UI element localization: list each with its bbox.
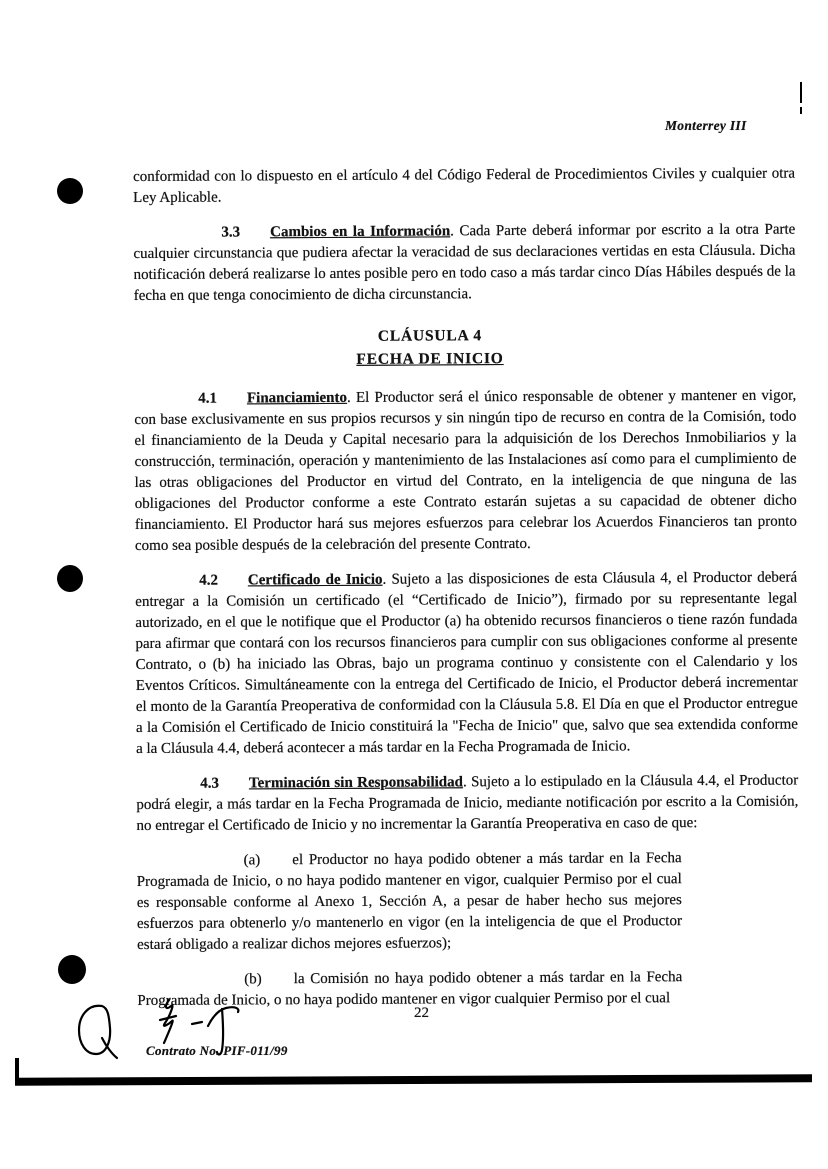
document-reference: Monterrey III xyxy=(665,118,747,133)
subclause-label: (a) xyxy=(243,852,261,869)
subclause-text: el Productor no haya podido obtener a más tardar en la Fecha Programada de Inicio, o no haya podido mantener en vigor, cualquier Permiso por el cual es responsable conforme al Anexo 1, Sección A, a pesar de haber hecho sus mejores esfuerzos para obtenerlo y/o mantenerlo en vigor (en la inteligencia de que el Productor estará obligado a realizar dichos mejores esfuerzos); xyxy=(136,850,682,953)
clause-text: . Sujeto a las disposiciones de esta Cláusula 4, el Productor deberá entregar a la Comisión un certificado (el “Certificado de Inicio”), firmado por su representante legal autorizado, en el que le notifique que el Productor (a) ha obtenido recursos financieros o tiene razón fundada para afirmar que contará con los recursos financieros para cumplir con sus obligaciones conforme al presente Contrato, o (b) ha iniciado las Obras, bajo un programa continuo y consistente con el Calendario y los Eventos Críticos. Simultáneamente con la entrega del Certificado de Inicio, el Productor deberá incrementar el monto de la Garantía Preoperativa de conformidad con la Cláusula 5.8. El Día en que el Productor entregue a la Comisión el Certificado de Inicio constituirá la "Fecha de Inicio" que, salvo que sea extendida conforme a la Cláusula 4.4, deberá acontecer a más tardar en la Fecha Programada de Inicio. xyxy=(135,569,798,757)
signature-squiggle xyxy=(164,1000,173,1043)
clause-title: Cambios en la Información xyxy=(270,223,451,241)
punch-hole xyxy=(57,178,83,204)
clause-4-2 xyxy=(135,568,798,760)
clause-3-3 xyxy=(133,220,795,307)
signature-dash xyxy=(192,1022,202,1024)
clause-number: 4.3 xyxy=(200,775,220,792)
signature-loop xyxy=(79,1006,110,1054)
clause-title: Certificado de Inicio xyxy=(247,571,383,589)
clause-text: . Cada Parte deberá informar por escrito a la otra Parte cualquier circunstancia que pudiera afectar la veracidad de sus declaraciones vertidas en esta Cláusula. Dicha notificación deberá realizarse lo antes posible pero en todo caso a más tardar cinco Días Hábiles después de la fecha en que tenga conocimiento de dicha circunstancia. xyxy=(133,221,796,304)
scan-artifact-tick xyxy=(800,82,802,103)
clause-number: 4.1 xyxy=(198,390,218,407)
punch-hole xyxy=(57,565,83,592)
paragraph-text: conformidad con lo dispuesto en el artículo 4 del Código Federal de Procedimientos Civiles y cualquier otra Ley Aplicable. xyxy=(133,165,796,206)
clause-text: . Sujeto a lo estipulado en la Cláusula 4.4, el Productor podrá elegir, a más tardar en la Fecha Programada de Inicio, mediante notificación por escrito a la Comisión, no entregar el Certificado de Inicio y no incrementar la Garantía Preoperativa en caso de que: xyxy=(136,772,799,834)
subclause-text: la Comisión no haya podido obtener a más tardar en la Fecha Programada de Inicio, o no haya podido mantener en vigor cualquier Permiso por el cual xyxy=(137,969,683,1009)
paragraph-continuation xyxy=(133,164,795,209)
contract-number: Contrato No. PIF-011/99 xyxy=(146,1043,288,1058)
clause-4-subheading: FECHA DE INICIO xyxy=(356,350,504,368)
scan-edge-tick xyxy=(15,1058,19,1078)
clause-4-1 xyxy=(134,386,797,557)
clause-text: . El Productor será el único responsable de obtener y mantener en vigor, con base exclusivamente en sus propios recursos y sin ningún tipo de recurso en contra de la Comisión, todo el financiamiento de la Deuda y Capital necesario para la adquisición de los Derechos Inmobiliarios y la construcción, terminación, operación y mantenimiento de las Instalaciones así como para el cumplimiento de las otras obligaciones del Productor en virtud del Contrato, en la inteligencia de que ninguna de las obligaciones del Productor conforme a este Contrato estarán sujetas a su capacidad de obtener dicho financiamiento. El Productor hará sus mejores esfuerzos para celebrar los Acuerdos Financieros tan pronto como sea posible después de la celebración del presente Contrato. xyxy=(134,387,797,554)
scan-artifact-dash xyxy=(800,107,802,114)
subclause-label: (b) xyxy=(244,971,262,988)
document-body xyxy=(133,164,799,1026)
clause-4-heading: CLÁUSULA 4 xyxy=(377,327,482,345)
clause-4-3 xyxy=(136,771,798,837)
scan-edge-bar xyxy=(15,1074,812,1085)
punch-hole xyxy=(58,955,86,984)
clause-number: 4.2 xyxy=(199,572,218,589)
clause-title: Terminación sin Responsabilidad xyxy=(248,774,464,792)
clause-title: Financiamiento xyxy=(246,389,348,407)
subclause-a xyxy=(137,848,683,956)
page-number: 22 xyxy=(414,1005,429,1021)
clause-number: 3.3 xyxy=(221,224,241,241)
